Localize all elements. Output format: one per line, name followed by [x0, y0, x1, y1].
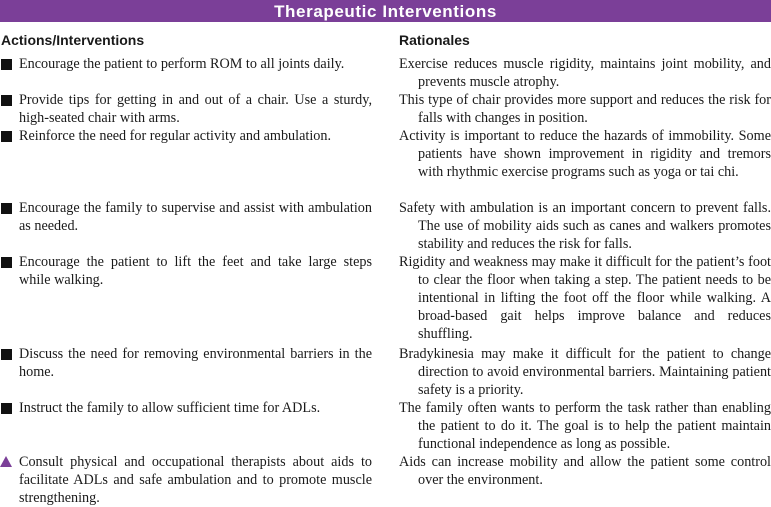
rationale-text: This type of chair provides more support and reduces the risk for falls with changes in position. — [399, 92, 771, 126]
square-bullet-icon — [0, 91, 16, 109]
square-bullet-icon — [0, 127, 16, 145]
rationale-text: Aids can increase mobility and allow the patient some control over the environment. — [399, 454, 771, 488]
action-text: Discuss the need for removing environmental barriers in the home. — [19, 346, 372, 380]
square-bullet-icon — [0, 345, 16, 363]
square-bullet-icon — [0, 55, 16, 73]
rationale-cell — [399, 199, 771, 253]
rationale-cell — [399, 127, 771, 181]
rationale-cell — [399, 345, 771, 399]
action-cell — [0, 91, 372, 127]
rationale-text: Safety with ambulation is an important concern to prevent falls. The use of mobility aids such as canes and walkers promotes stability and reduces the risk for falls. — [399, 200, 771, 252]
actions-column-header: Actions/Interventions — [1, 32, 145, 48]
action-text: Consult physical and occupational therapists about aids to facilitate ADLs and safe ambulation and to promote muscle strengthening. — [19, 454, 372, 506]
triangle-bullet-icon — [0, 453, 16, 471]
square-bullet-icon — [0, 399, 16, 417]
action-cell — [0, 253, 372, 289]
rationale-cell — [399, 55, 771, 91]
rationale-text: Bradykinesia may make it difficult for the patient to change direction to avoid environmental barriers. Maintaining patient safety is a priority. — [399, 346, 771, 398]
action-cell — [0, 55, 372, 73]
action-cell — [0, 345, 372, 381]
action-text: Reinforce the need for regular activity and ambulation. — [19, 128, 332, 144]
rationale-text: Rigidity and weakness may make it difficult for the patient’s foot to clear the floor when taking a step. The patient needs to be intentional in lifting the foot off the floor while walking. A broad-based gait helps improve balance and reduces shuffling. — [399, 254, 771, 342]
action-cell — [0, 399, 372, 417]
action-cell — [0, 453, 372, 507]
rationales-column-header: Rationales — [399, 32, 470, 48]
action-cell — [0, 199, 372, 235]
action-text: Encourage the patient to lift the feet and take large steps while walking. — [19, 254, 372, 288]
rationale-text: Activity is important to reduce the hazards of immobility. Some patients have shown improvement in rigidity and tremors with rhythmic exercise programs such as yoga or tai chi. — [399, 128, 771, 180]
action-text: Encourage the patient to perform ROM to all joints daily. — [19, 56, 345, 72]
rationale-cell — [399, 453, 771, 489]
action-text: Instruct the family to allow sufficient time for ADLs. — [19, 400, 321, 416]
rationale-cell — [399, 91, 771, 127]
action-text: Encourage the family to supervise and assist with ambulation as needed. — [19, 200, 372, 234]
rationale-cell — [399, 399, 771, 453]
action-text: Provide tips for getting in and out of a chair. Use a sturdy, high-seated chair with arms. — [19, 92, 372, 126]
action-cell — [0, 127, 372, 145]
square-bullet-icon — [0, 199, 16, 217]
rationale-text: Exercise reduces muscle rigidity, maintains joint mobility, and prevents muscle atrophy. — [399, 56, 771, 90]
rationale-cell — [399, 253, 771, 343]
section-banner: Therapeutic Interventions — [0, 0, 771, 22]
square-bullet-icon — [0, 253, 16, 271]
rationale-text: The family often wants to perform the task rather than enabling the patient to do it. The goal is to help the patient maintain functional independence as long as possible. — [399, 400, 771, 452]
